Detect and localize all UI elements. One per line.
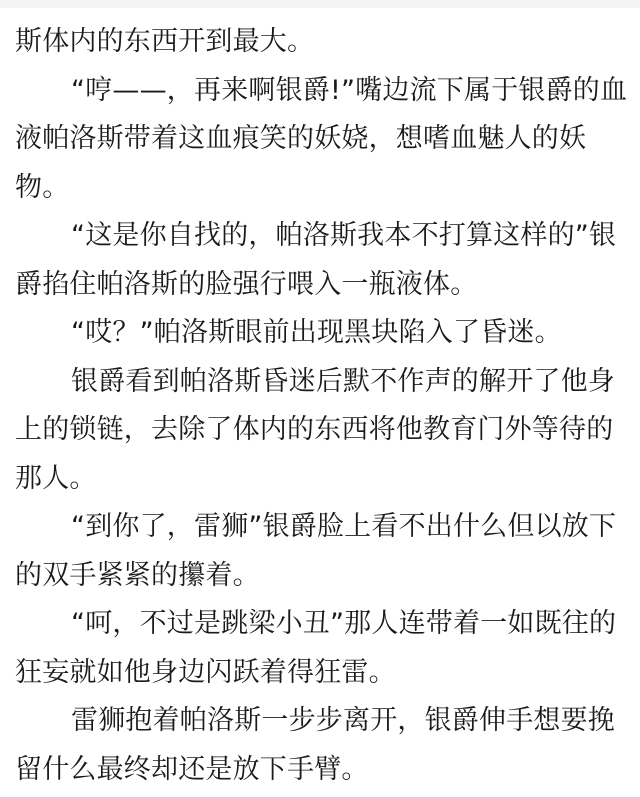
text-line: “哎？”帕洛斯眼前出现黑块陷入了昏迷。 (71, 317, 562, 348)
text-line: 那人。 (15, 462, 97, 494)
story-text (15, 18, 627, 794)
text-line: 银爵看到帕洛斯昏迷后默不作声的解开了他身 (71, 365, 615, 397)
text-line: 斯体内的东西开到最大。 (15, 26, 315, 57)
text-line: “这是你自找的，帕洛斯我本不打算这样的”银 (71, 220, 617, 251)
text-line: 液帕洛斯带着这血痕笑的妖娆，想嗜血魅人的妖 (15, 123, 587, 154)
text-line: “到你了，雷狮”银爵脸上看不出什么但以放下 (71, 511, 617, 542)
top-divider (0, 0, 640, 8)
text-line: 雷狮抱着帕洛斯一步步离开，银爵伸手想要挽 (71, 705, 615, 736)
text-line: “呵，不过是跳梁小丑”那人连带着一如既往的 (71, 608, 617, 639)
text-line: “哼——，再来啊银爵!”嘴边流下属于银爵的血 (71, 74, 628, 106)
text-line: 的双手紧紧的攥着。 (15, 559, 260, 591)
text-line: 上的锁链，去除了体内的东西将他教育门外等待的 (15, 414, 614, 445)
text-line: 物。 (15, 171, 70, 203)
text-line: 狂妄就如他身边闪跃着得狂雷。 (15, 656, 396, 688)
text-line: 爵掐住帕洛斯的脸强行喂入一瓶液体。 (15, 268, 478, 300)
text-line: 留什么最终却还是放下手臂。 (15, 753, 369, 785)
